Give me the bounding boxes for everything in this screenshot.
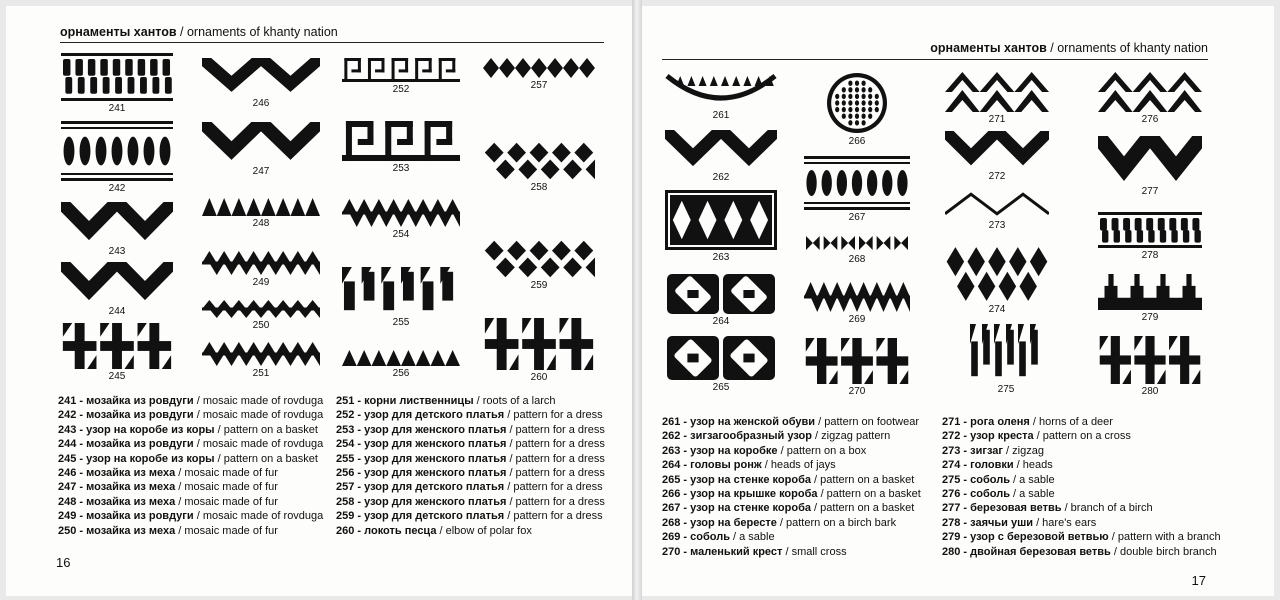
caption-english: / mosaic made of rovduga	[193, 510, 324, 523]
ornament-number: 279	[1141, 312, 1159, 323]
ornament-number: 251	[252, 368, 270, 379]
ornament-252	[342, 58, 460, 82]
ornament-number: 268	[848, 254, 866, 265]
caption-number-russian: 277 - березовая ветвь	[942, 502, 1062, 515]
caption-english: / zigzag pattern	[811, 430, 891, 443]
ornament-259-drawing	[483, 240, 595, 278]
ornament-266	[826, 72, 888, 134]
caption-english: / elbow of polar fox	[436, 524, 532, 537]
ornament-number: 270	[848, 386, 866, 397]
caption-english: / heads	[1013, 459, 1053, 472]
caption-row	[942, 415, 1221, 429]
caption-english: / small cross	[782, 545, 847, 558]
ornament-number: 244	[108, 306, 126, 317]
ornament-257-drawing	[483, 58, 595, 78]
caption-row	[58, 408, 323, 422]
ornament-270	[804, 338, 910, 384]
ornament-number: 272	[988, 171, 1006, 182]
caption-english: / branch of a birch	[1061, 502, 1153, 515]
caption-number-russian: 259 - узор для детского платья	[336, 510, 505, 523]
ornament-269	[804, 282, 910, 312]
ornament-249	[202, 251, 320, 275]
caption-number-russian: 270 - маленький крест	[662, 545, 783, 558]
book-gutter	[632, 0, 642, 600]
caption-row	[58, 452, 323, 466]
caption-number-russian: 264 - головы ронж	[662, 459, 762, 472]
caption-number-russian: 252 - узор для детского платья	[336, 409, 505, 422]
ornament-number: 269	[848, 314, 866, 325]
ornament-number: 242	[108, 183, 126, 194]
ornament-260	[483, 318, 595, 370]
ornament-272	[945, 131, 1049, 169]
ornament-251-drawing	[202, 342, 320, 366]
ornament-number: 265	[712, 382, 730, 393]
caption-row	[336, 524, 605, 538]
ornament-255	[342, 267, 460, 315]
caption-english: / roots of a larch	[473, 395, 556, 407]
ornament-242	[61, 121, 173, 181]
caption-number-russian: 280 - двойная березовая ветвь	[942, 545, 1111, 558]
caption-row	[662, 516, 921, 530]
caption-english: / pattern for a dress	[504, 409, 603, 422]
ornament-number: 259	[530, 280, 548, 291]
ornament-272-drawing	[945, 131, 1049, 169]
ornament-261-drawing	[665, 68, 777, 108]
ornament-271	[945, 72, 1049, 112]
ornament-264-drawing	[665, 274, 777, 314]
caption-english: / pattern on footwear	[815, 416, 920, 428]
caption-row	[336, 466, 605, 480]
caption-number-russian: 265 - узор на стенке короба	[662, 473, 811, 486]
right-captions-col1	[662, 415, 921, 559]
caption-english: / pattern for a dress	[506, 467, 605, 480]
ornament-247	[202, 122, 320, 164]
ornament-248	[202, 198, 320, 216]
ornament-274-drawing	[945, 246, 1049, 302]
ornament-number: 273	[988, 220, 1006, 231]
ornament-250	[202, 300, 320, 318]
ornament-280-drawing	[1098, 336, 1202, 384]
caption-english: / pattern on a birch bark	[776, 516, 897, 529]
caption-english: / pattern for a dress	[506, 495, 605, 508]
ornament-242-drawing	[61, 121, 173, 181]
caption-english: / pattern on a cross	[1033, 430, 1131, 443]
caption-number-russian: 276 - соболь	[942, 488, 1010, 501]
ornament-280	[1098, 336, 1202, 384]
ornament-279-drawing	[1098, 274, 1202, 310]
ornament-263-drawing	[665, 190, 777, 250]
caption-number-russian: 273 - зигзаг	[942, 444, 1003, 457]
ornament-number: 277	[1141, 186, 1159, 197]
ornament-277	[1098, 136, 1202, 184]
caption-row	[336, 394, 605, 408]
ornament-256	[342, 350, 460, 366]
ornament-number: 252	[392, 84, 410, 95]
ornament-247-drawing	[202, 122, 320, 164]
ornament-250-drawing	[202, 300, 320, 318]
ornament-267-drawing	[804, 156, 910, 210]
caption-row	[58, 509, 323, 523]
page-number: 17	[1191, 573, 1206, 588]
ornament-number: 271	[988, 114, 1006, 125]
ornament-number: 248	[252, 218, 270, 229]
caption-number-russian: 245 - узор на коробе из коры	[58, 452, 215, 465]
ornament-264	[665, 274, 777, 314]
ornament-number: 263	[712, 252, 730, 263]
caption-english: / zigzag	[1002, 444, 1044, 457]
ornament-number: 280	[1141, 386, 1159, 397]
caption-number-russian: 271 - рога оленя	[942, 416, 1030, 428]
ornament-number: 241	[108, 103, 126, 114]
ornament-258-drawing	[483, 142, 595, 180]
caption-english: / pattern for a dress	[504, 481, 603, 494]
ornament-260-drawing	[483, 318, 595, 370]
ornament-number: 255	[392, 317, 410, 328]
caption-row	[942, 516, 1221, 530]
ornament-256-drawing	[342, 350, 460, 366]
header-rule	[662, 59, 1208, 60]
caption-english: / a sable	[1009, 473, 1055, 486]
ornament-number: 243	[108, 246, 126, 257]
caption-number-russian: 272 - узор креста	[942, 430, 1034, 443]
ornament-number: 274	[988, 304, 1006, 315]
caption-number-russian: 242 - мозайка из ровдуги	[58, 409, 194, 422]
ornament-number: 266	[848, 136, 866, 147]
caption-english: / pattern on a box	[777, 444, 867, 457]
header-english: / ornaments of khanty nation	[1046, 41, 1208, 55]
caption-number-russian: 255 - узор для женского платья	[336, 452, 507, 465]
ornament-243-drawing	[61, 202, 173, 244]
ornament-249-drawing	[202, 251, 320, 275]
ornament-246-drawing	[202, 58, 320, 96]
right-page	[640, 6, 1274, 596]
ornament-276-drawing	[1098, 72, 1202, 112]
ornament-number: 250	[252, 320, 270, 331]
caption-number-russian: 260 - локоть песца	[336, 524, 437, 537]
caption-english: / pattern for a dress	[506, 423, 605, 436]
page-number: 16	[56, 555, 71, 570]
caption-row	[662, 501, 921, 515]
right-page-header	[930, 41, 1208, 55]
caption-number-russian: 268 - узор на бересте	[662, 516, 777, 529]
caption-row	[662, 487, 921, 501]
caption-number-russian: 275 - соболь	[942, 473, 1010, 486]
ornament-262	[665, 130, 777, 170]
ornament-267	[804, 156, 910, 210]
caption-number-russian: 278 - заячьи уши	[942, 516, 1034, 529]
ornament-274	[945, 246, 1049, 302]
caption-number-russian: 253 - узор для женского платья	[336, 423, 507, 436]
ornament-246	[202, 58, 320, 96]
ornament-254-drawing	[342, 199, 460, 227]
caption-row	[662, 429, 921, 443]
ornament-259	[483, 240, 595, 278]
caption-number-russian: 261 - узор на женской обуви	[662, 416, 816, 428]
caption-row	[58, 394, 323, 408]
ornament-number: 247	[252, 166, 270, 177]
ornament-271-drawing	[945, 72, 1049, 112]
caption-row	[662, 444, 921, 458]
caption-row	[336, 452, 605, 466]
caption-english: / pattern for a dress	[506, 452, 605, 465]
ornament-244	[61, 262, 173, 304]
ornament-254	[342, 199, 460, 227]
caption-english: / pattern for a dress	[506, 438, 605, 451]
caption-english: / double birch branch	[1110, 545, 1217, 558]
caption-english: / hare's ears	[1033, 516, 1097, 529]
caption-english: / pattern on a basket	[817, 488, 921, 501]
caption-row	[662, 415, 921, 429]
caption-number-russian: 250 - мозайка из меха	[58, 524, 176, 537]
ornament-278	[1098, 212, 1202, 248]
caption-row	[942, 487, 1221, 501]
caption-number-russian: 243 - узор на коробе из коры	[58, 423, 215, 436]
ornament-241	[61, 53, 173, 101]
ornament-241-drawing	[61, 53, 173, 101]
ornament-number: 260	[530, 372, 548, 383]
ornament-251	[202, 342, 320, 366]
ornament-252-drawing	[342, 58, 460, 82]
ornament-number: 262	[712, 172, 730, 183]
caption-row	[336, 408, 605, 422]
caption-row	[942, 501, 1221, 515]
ornament-number: 276	[1141, 114, 1159, 125]
caption-row	[662, 473, 921, 487]
right-captions-col2	[942, 415, 1221, 559]
ornament-245-drawing	[61, 323, 173, 369]
caption-number-russian: 262 - зигзагообразный узор	[662, 430, 812, 443]
caption-english: / mosaic made of rovduga	[193, 409, 324, 422]
left-page-header	[60, 25, 338, 39]
caption-row	[58, 423, 323, 437]
header-english: / ornaments of khanty nation	[176, 25, 338, 39]
ornament-number: 256	[392, 368, 410, 379]
caption-english: / mosaic made of fur	[175, 467, 278, 480]
ornament-268	[804, 234, 910, 252]
caption-english: / pattern on a basket	[214, 423, 318, 436]
caption-number-russian: 279 - узор с березовой ветвью	[942, 531, 1109, 544]
caption-row	[336, 495, 605, 509]
ornament-276	[1098, 72, 1202, 112]
caption-number-russian: 251 - корни лиственницы	[336, 395, 474, 407]
ornament-number: 278	[1141, 250, 1159, 261]
ornament-270-drawing	[804, 338, 910, 384]
caption-english: / mosaic made of fur	[175, 495, 278, 508]
caption-number-russian: 263 - узор на коробке	[662, 444, 778, 457]
caption-english: / mosaic made of rovduga	[193, 395, 324, 407]
header-russian: орнаменты хантов	[930, 41, 1047, 55]
caption-english: / a sable	[1009, 488, 1055, 501]
caption-row	[336, 423, 605, 437]
caption-english: / mosaic made of fur	[175, 481, 278, 494]
left-page	[6, 6, 634, 596]
ornament-number: 246	[252, 98, 270, 109]
caption-number-russian: 244 - мозайка из ровдуги	[58, 438, 194, 451]
caption-row	[58, 480, 323, 494]
ornament-255-drawing	[342, 267, 460, 315]
ornament-number: 253	[392, 163, 410, 174]
caption-english: / pattern on a basket	[810, 473, 915, 486]
caption-english: / horns of a deer	[1029, 416, 1113, 428]
caption-row	[942, 545, 1221, 559]
caption-row	[58, 495, 323, 509]
ornament-245	[61, 323, 173, 369]
ornament-244-drawing	[61, 262, 173, 304]
caption-english: / pattern on a basket	[810, 502, 915, 515]
caption-row	[942, 444, 1221, 458]
ornament-number: 257	[530, 80, 548, 91]
caption-number-russian: 256 - узор для женского платья	[336, 467, 507, 480]
ornament-275-drawing	[970, 324, 1042, 382]
caption-row	[336, 437, 605, 451]
caption-row	[942, 429, 1221, 443]
ornament-number: 261	[712, 110, 730, 121]
ornament-number: 264	[712, 316, 730, 327]
ornament-269-drawing	[804, 282, 910, 312]
ornament-243	[61, 202, 173, 244]
caption-number-russian: 267 - узор на стенке короба	[662, 502, 811, 515]
header-rule	[60, 42, 604, 43]
caption-row	[58, 524, 323, 538]
caption-number-russian: 247 - мозайка из меха	[58, 481, 176, 494]
left-captions-col2	[336, 394, 605, 538]
caption-row	[942, 473, 1221, 487]
caption-row	[336, 480, 605, 494]
ornament-number: 254	[392, 229, 410, 240]
ornament-265	[665, 336, 777, 380]
caption-number-russian: 266 - узор на крышке короба	[662, 488, 818, 501]
ornament-number: 249	[252, 277, 270, 288]
caption-row	[942, 458, 1221, 472]
caption-number-russian: 246 - мозайка из меха	[58, 467, 176, 480]
caption-number-russian: 241 - мозайка из ровдуги	[58, 395, 194, 407]
ornament-number: 275	[997, 384, 1015, 395]
caption-number-russian: 274 - головки	[942, 459, 1014, 472]
caption-english: / mosaic made of fur	[175, 524, 278, 537]
left-captions-col1	[58, 394, 323, 538]
caption-number-russian: 269 - соболь	[662, 531, 730, 544]
caption-row	[662, 530, 921, 544]
caption-row	[942, 530, 1221, 544]
caption-number-russian: 248 - мозайка из меха	[58, 495, 176, 508]
ornament-279	[1098, 274, 1202, 310]
ornament-253	[342, 121, 460, 161]
ornament-number: 267	[848, 212, 866, 223]
ornament-273	[945, 190, 1049, 218]
ornament-number: 245	[108, 371, 126, 382]
caption-row	[662, 458, 921, 472]
ornament-266-drawing	[826, 72, 888, 134]
caption-number-russian: 258 - узор для женского платья	[336, 495, 507, 508]
header-russian: орнаменты хантов	[60, 25, 177, 39]
caption-row	[58, 437, 323, 451]
ornament-277-drawing	[1098, 136, 1202, 184]
caption-english: / pattern on a basket	[214, 452, 318, 465]
caption-english: / mosaic made of rovduga	[193, 438, 324, 451]
caption-english: / a sable	[729, 531, 775, 544]
ornament-248-drawing	[202, 198, 320, 216]
ornament-number: 258	[530, 182, 548, 193]
caption-english: / pattern with a branch	[1108, 531, 1221, 544]
ornament-263	[665, 190, 777, 250]
ornament-275	[970, 324, 1042, 382]
caption-row	[662, 545, 921, 559]
ornament-273-drawing	[945, 190, 1049, 218]
caption-number-russian: 249 - мозайка из ровдуги	[58, 510, 194, 523]
ornament-261	[665, 68, 777, 108]
ornament-253-drawing	[342, 121, 460, 161]
ornament-262-drawing	[665, 130, 777, 170]
caption-row	[336, 509, 605, 523]
ornament-278-drawing	[1098, 212, 1202, 248]
ornament-257	[483, 58, 595, 78]
ornament-258	[483, 142, 595, 180]
caption-number-russian: 257 - узор для детского платья	[336, 481, 505, 494]
caption-english: / pattern for a dress	[504, 510, 603, 523]
caption-row	[58, 466, 323, 480]
ornament-268-drawing	[804, 234, 910, 252]
ornament-265-drawing	[665, 336, 777, 380]
caption-number-russian: 254 - узор для женского платья	[336, 438, 507, 451]
caption-english: / heads of jays	[761, 459, 836, 472]
